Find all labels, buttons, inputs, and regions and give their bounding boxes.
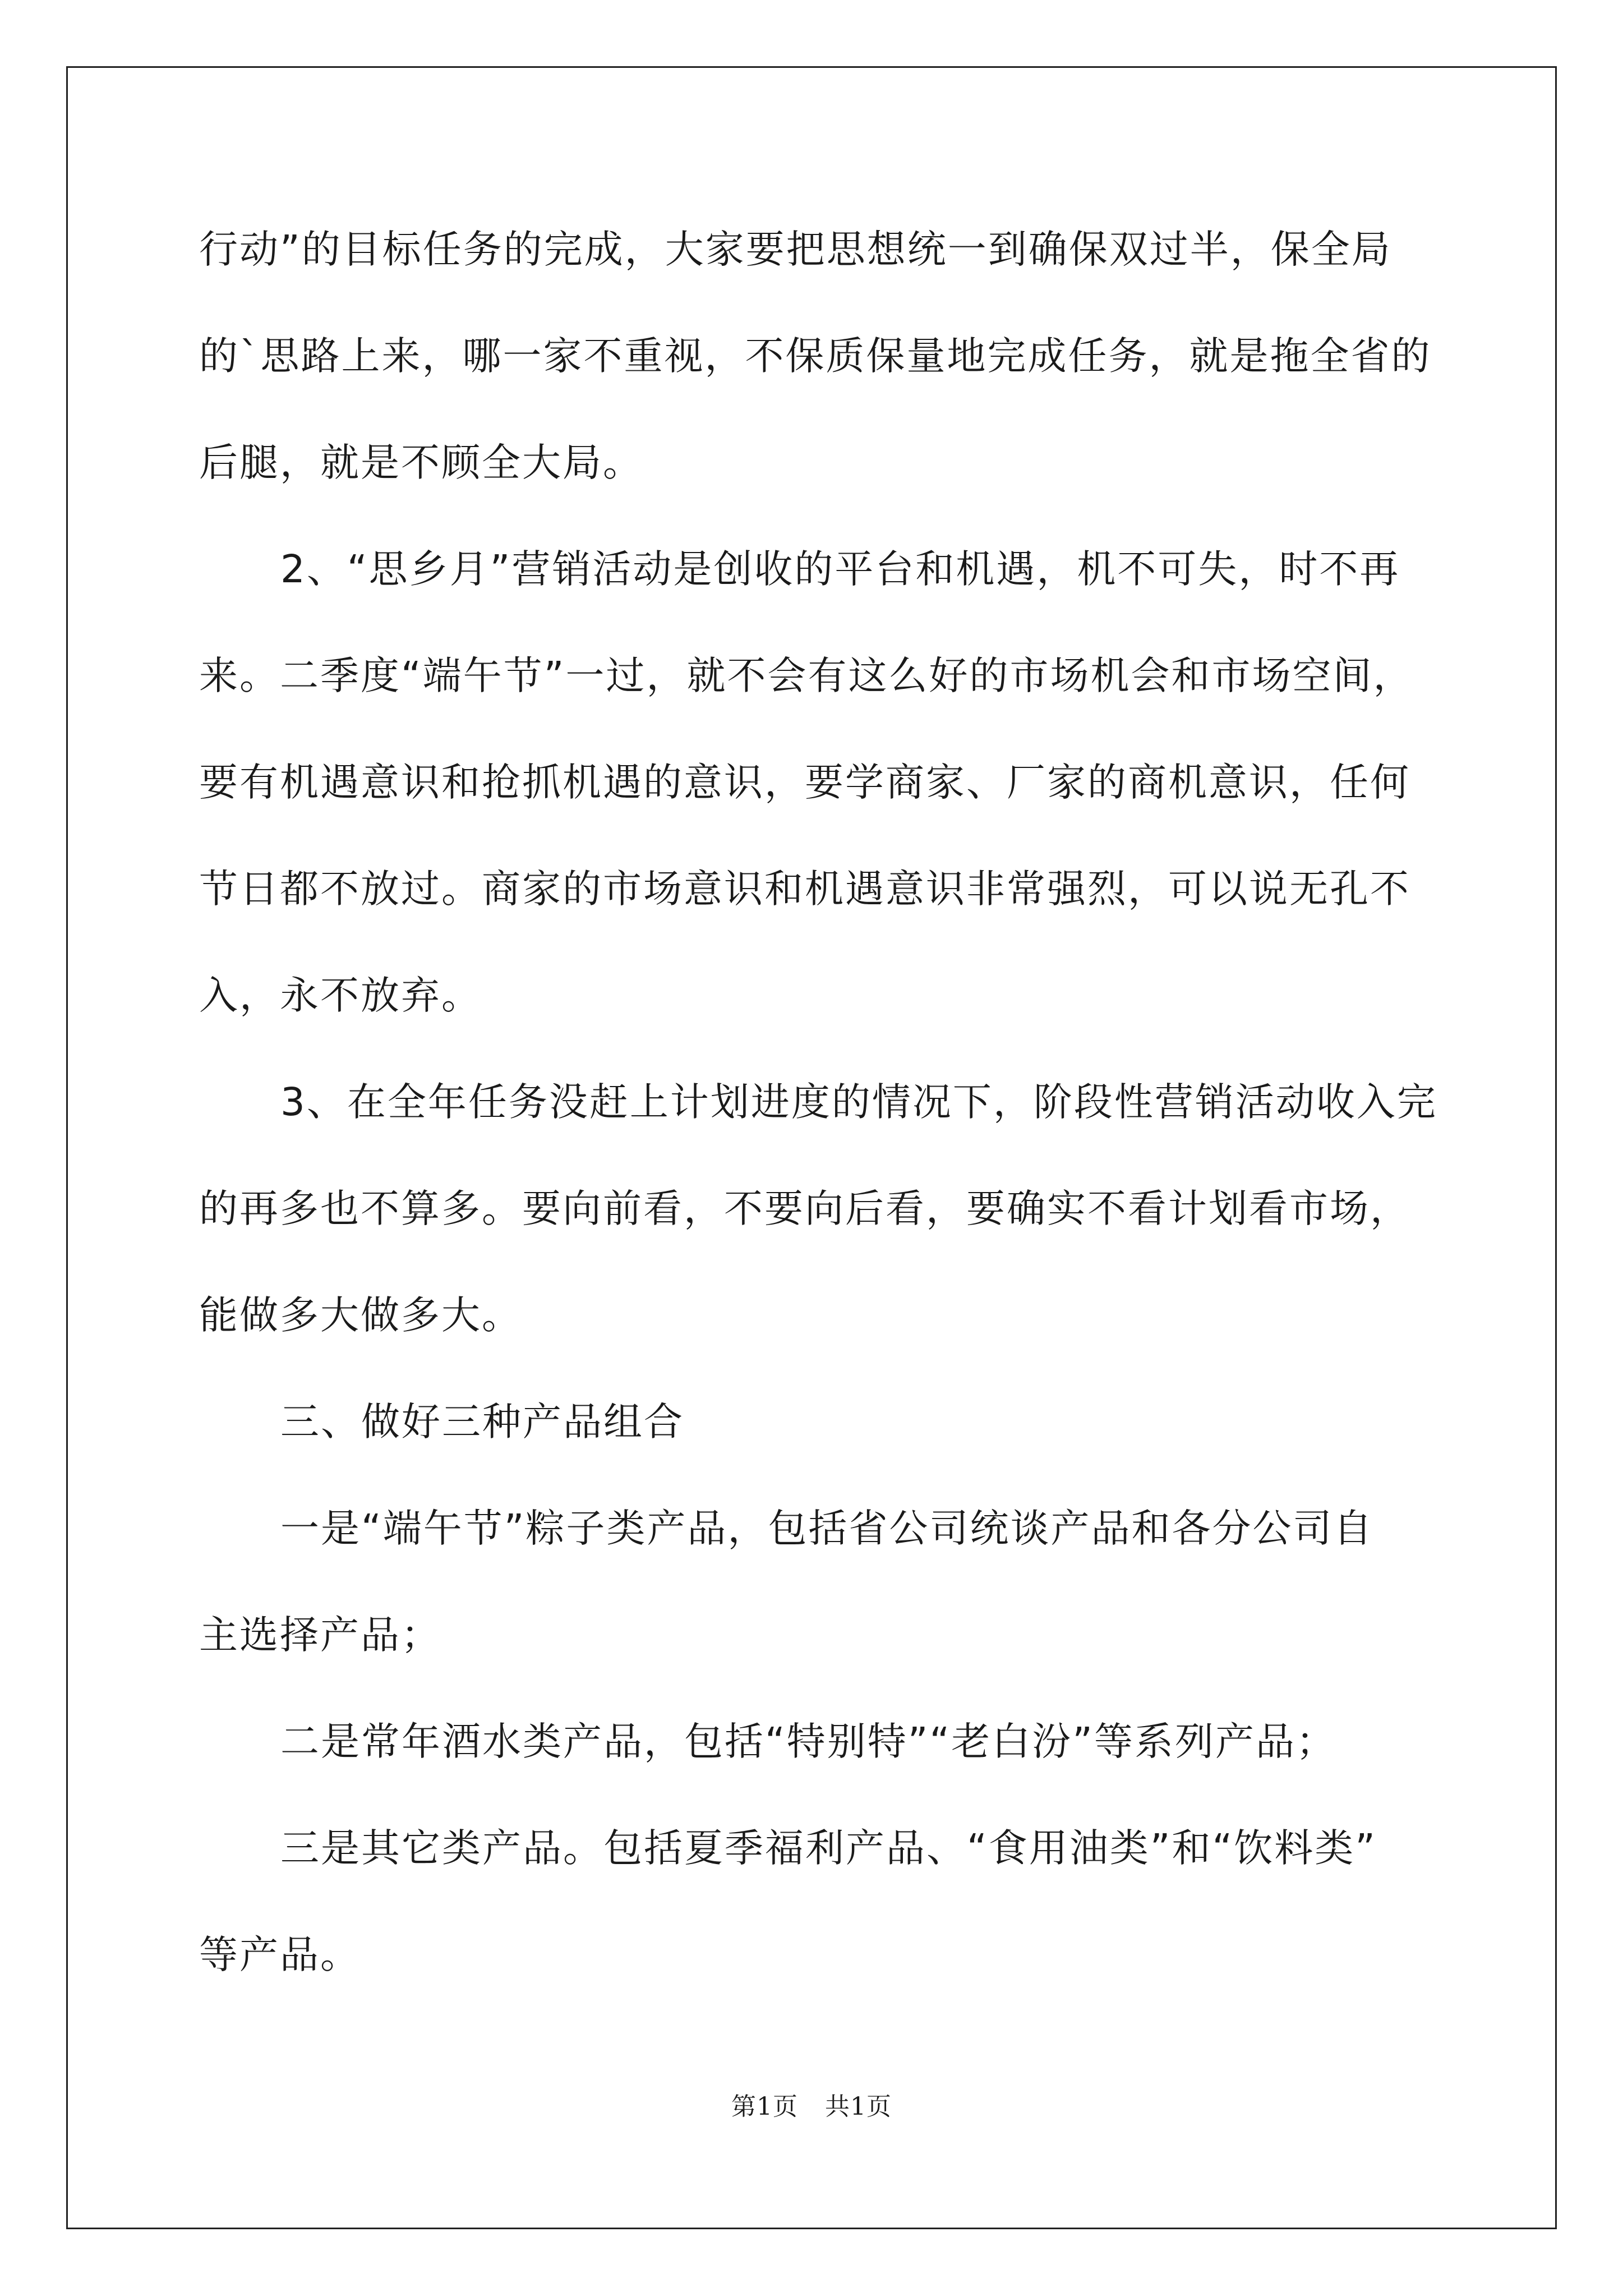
text-line: 一是“端午节”粽子类产品，包括省公司统谈产品和各分公司自 [280, 1506, 1374, 1551]
text-line: 的再多也不算多。要向前看，不要向后看，要确实不看计划看市场， [199, 1186, 1410, 1231]
text-line: 主选择产品； [199, 1613, 441, 1658]
text-line: 入，永不放弃。 [199, 973, 482, 1018]
text-line: 能做多大做多大。 [199, 1293, 522, 1338]
page-number-total: 共1页 [825, 2092, 892, 2121]
text-line: 要有机遇意识和抢抓机遇的意识，要学商家、厂家的商机意识，任何 [199, 760, 1410, 805]
text-line: 来。二季度“端午节”一过，就不会有这么好的市场机会和市场空间， [199, 654, 1414, 698]
text-line: 的`思路上来，哪一家不重视，不保质保量地完成任务，就是拖全省的 [199, 334, 1432, 379]
page-footer [0, 2086, 1623, 2122]
text-line: 后腿，就是不顾全大局。 [199, 440, 643, 485]
page-number-current: 第1页 [731, 2092, 798, 2121]
section-heading: 三、做好三种产品组合 [280, 1400, 684, 1444]
text-line: 行动”的目标任务的完成，大家要把思想统一到确保双过半，保全局 [199, 227, 1392, 272]
text-line: 2、“思乡月”营销活动是创收的平台和机遇，机不可失，时不再 [280, 547, 1400, 592]
text-line: 二是常年酒水类产品，包括“特别特”“老白汾”等系列产品； [280, 1719, 1336, 1764]
text-line: 节日都不放过。商家的市场意识和机遇意识非常强烈，可以说无孔不 [199, 867, 1410, 912]
document-body [199, 220, 1437, 2032]
text-line: 三是其它类产品。包括夏季福利产品、“食用油类”和“饮料类” [280, 1826, 1377, 1871]
text-line: 3、在全年任务没赶上计划进度的情况下，阶段性营销活动收入完 [280, 1080, 1437, 1125]
text-line: 等产品。 [199, 1932, 361, 1977]
